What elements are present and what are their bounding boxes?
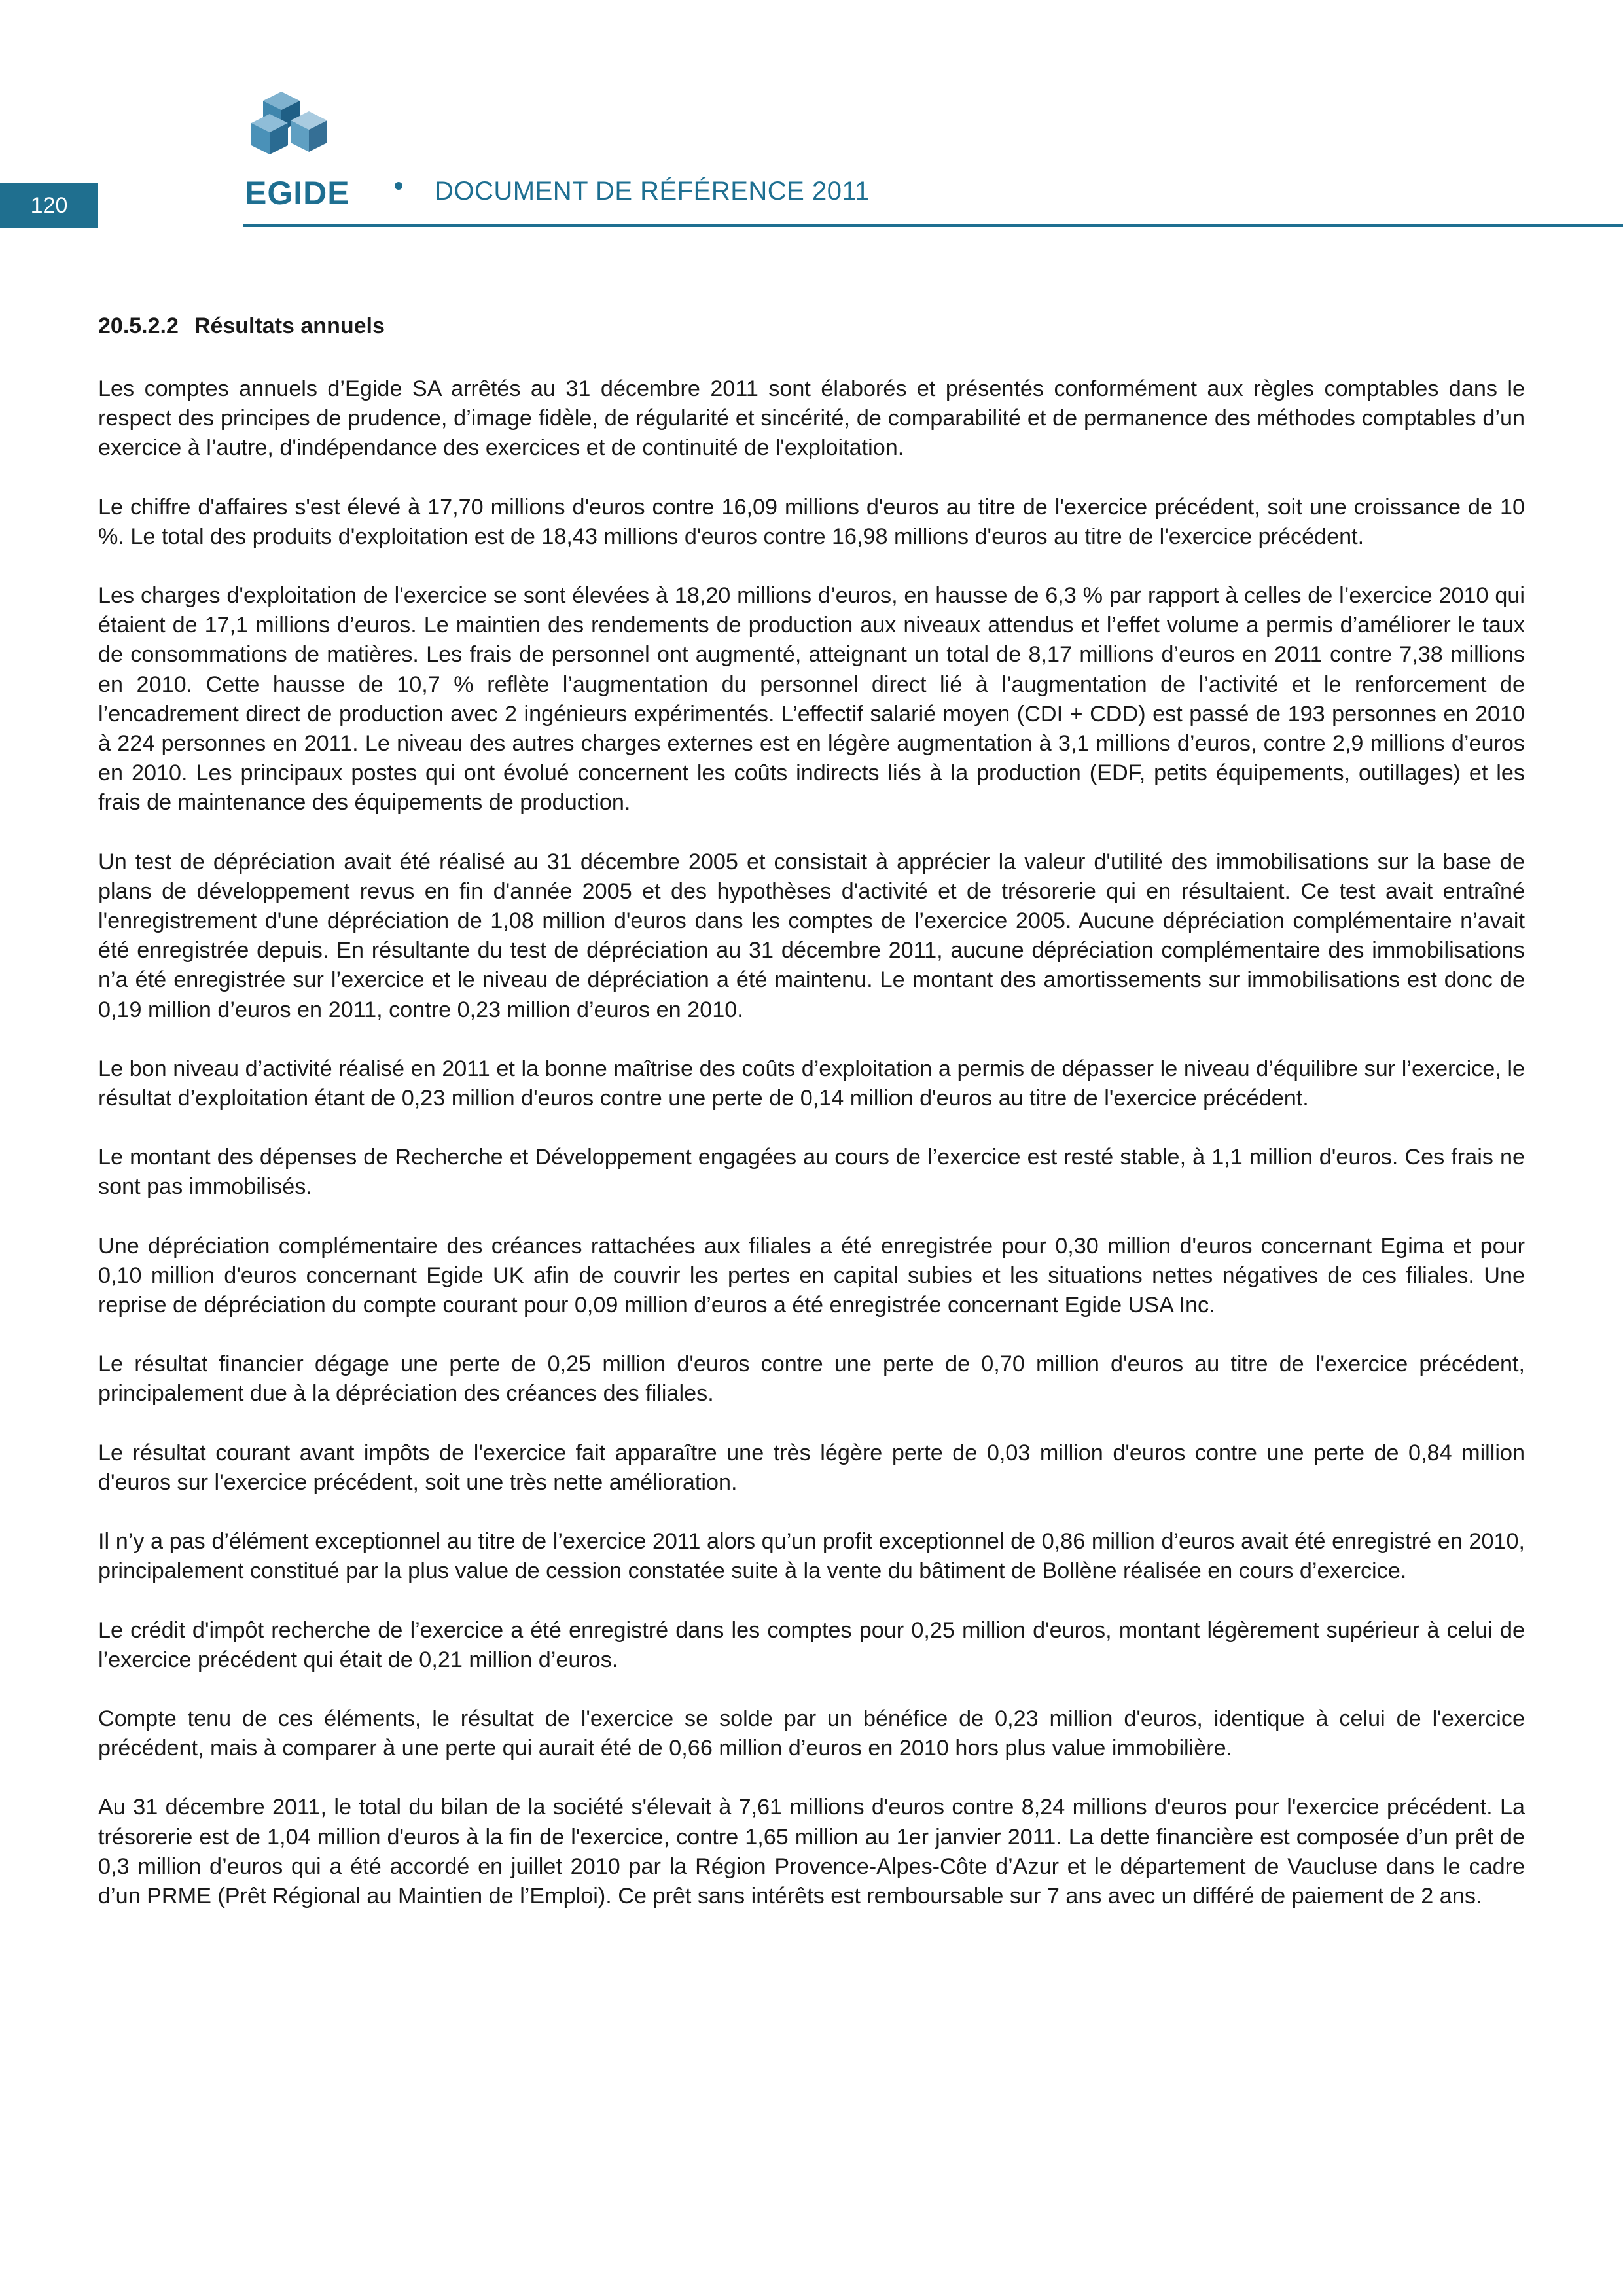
paragraph: Un test de dépréciation avait été réalisé au 31 décembre 2005 et consistait à apprécier la valeur d'utilité des immobilisations sur la base de plans de développement revus en fin d'année 2005 et des hypothèses d'activité et de trésorerie qui en résultaient. Ce test avait entraîné l'enregistrement d'une dépréciation de 1,08 million d'euros dans les comptes de l’exercice 2005. Aucune dépréciation complémentaire n’avait été enregistrée depuis. En résultante du test de dépréciation au 31 décembre 2011, aucune dépréciation complémentaire des immobilisations n’a été enregistrée sur l’exercice et le niveau de dépréciation a été maintenu. Le montant des amortissements sur immobilisations est donc de 0,19 million d’euros en 2011, contre 0,23 million d’euros en 2010.: [98, 849, 1525, 1022]
page-number: 120: [0, 183, 98, 228]
section-title: Résultats annuels: [194, 314, 385, 338]
section-heading: [98, 312, 1525, 340]
paragraph: Le résultat courant avant impôts de l'exercice fait apparaître une très légère perte de 0,03 million d'euros contre une perte de 0,84 million d'euros sur l'exercice précédent, soit une très nette amélioration.: [98, 1440, 1525, 1495]
paragraph: Le chiffre d'affaires s'est élevé à 17,70 millions d'euros contre 16,09 millions d'euros au titre de l'exercice précédent, soit une croissance de 10 %. Le total des produits d'exploitation est de 18,43 millions d'euros contre 16,98 millions d'euros au titre de l'exercice précédent.: [98, 494, 1525, 549]
paragraph: Le résultat financier dégage une perte de 0,25 million d'euros contre une perte de 0,70 million d'euros au titre de l'exercice précédent, principalement due à la dépréciation des créances des filiales.: [98, 1352, 1525, 1407]
paragraph: Les comptes annuels d’Egide SA arrêtés au 31 décembre 2011 sont élaborés et présentés conformément aux règles comptables dans le respect des principes de prudence, d’image fidèle, de régularité et sincérité, de comparabilité et de permanence des méthodes comptables d’un exercice à l’autre, d'indépendance des exercices et de continuité de l'exploitation.: [98, 376, 1525, 461]
section-number: 20.5.2.2: [98, 314, 179, 338]
logo-wordmark: EGIDE: [245, 175, 350, 211]
paragraph: Le montant des dépenses de Recherche et Développement engagées au cours de l’exercice est resté stable, à 1,1 million d'euros. Ces frais ne sont pas immobilisés.: [98, 1145, 1525, 1200]
page-content: [98, 312, 1525, 1941]
paragraph: Les charges d'exploitation de l'exercice se sont élevées à 18,20 millions d’euros, en hausse de 6,3 % par rapport à celles de l’exercice 2010 qui étaient de 17,1 millions d’euros. Le maintien des rendements de production aux niveaux attendus et l’effet volume a permis d’améliorer le taux de consommations de matières. Les frais de personnel ont augmenté, atteignant un total de 8,17 millions d’euros en 2011 contre 7,38 millions en 2010. Cette hausse de 10,7 % reflète l’augmentation du personnel direct lié à l’augmentation de l’activité et le renforcement de l’encadrement direct de production avec 2 ingénieurs expérimentés. L’effectif salarié moyen (CDI + CDD) est passé de 193 personnes en 2010 à 224 personnes en 2011. Le niveau des autres charges externes est en légère augmentation à 3,1 millions d’euros, contre 2,9 millions d’euros en 2010. Les principaux postes qui ont évolué concernent les coûts indirects liés à la production (EDF, petits équipements, outillages) et les frais de maintenance des équipements de production.: [98, 583, 1525, 816]
paragraph: Au 31 décembre 2011, le total du bilan de la société s'élevait à 7,61 millions d'euros contre 8,24 millions d'euros pour l'exercice précédent. La trésorerie est de 1,04 million d'euros à la fin de l'exercice, contre 1,65 million au 1er janvier 2011. La dette financière est composée d’un prêt de 0,3 million d’euros qui a été accordé en juillet 2010 par la Région Provence-Alpes-Côte d’Azur et le département de Vaucluse dans le cadre d’un PRME (Prêt Régional au Maintien de l’Emploi). Ce prêt sans intérêts est remboursable sur 7 ans avec un différé de paiement de 2 ans.: [98, 1795, 1525, 1909]
paragraph: Compte tenu de ces éléments, le résultat de l'exercice se solde par un bénéfice de 0,23 million d'euros, identique à celui de l'exercice précédent, mais à comparer à une perte qui aurait été de 0,66 million d’euros en 2010 hors plus value immobilière.: [98, 1706, 1525, 1761]
header-divider: [243, 224, 1623, 227]
paragraph: Le bon niveau d’activité réalisé en 2011 et la bonne maîtrise des coûts d’exploitation a permis de dépasser le niveau d’équilibre sur l’exercice, le résultat d’exploitation étant de 0,23 million d'euros contre une perte de 0,14 million d'euros au titre de l'exercice précédent.: [98, 1056, 1525, 1111]
paragraph: Une dépréciation complémentaire des créances rattachées aux filiales a été enregistrée pour 0,30 million d'euros concernant Egima et pour 0,10 million d'euros concernant Egide UK afin de couvrir les pertes en capital subies et les situations nettes négatives de ces filiales. Une reprise de dépréciation du compte courant pour 0,09 million d’euros a été enregistrée concernant Egide USA Inc.: [98, 1233, 1525, 1318]
header-bullet: [395, 182, 402, 190]
document-title: DOCUMENT DE RÉFÉRENCE 2011: [435, 177, 870, 206]
paragraph: Il n’y a pas d’élément exceptionnel au titre de l’exercice 2011 alors qu’un profit exceptionnel de 0,86 million d’euros avait été enregistré en 2010, principalement constitué par la plus value de cession constatée suite à la vente du bâtiment de Bollène réalisée en cours d’exercice.: [98, 1529, 1525, 1584]
paragraph: Le crédit d'impôt recherche de l’exercice a été enregistré dans les comptes pour 0,25 million d'euros, montant légèrement supérieur à celui de l’exercice précédent qui était de 0,21 million d’euros.: [98, 1617, 1525, 1672]
